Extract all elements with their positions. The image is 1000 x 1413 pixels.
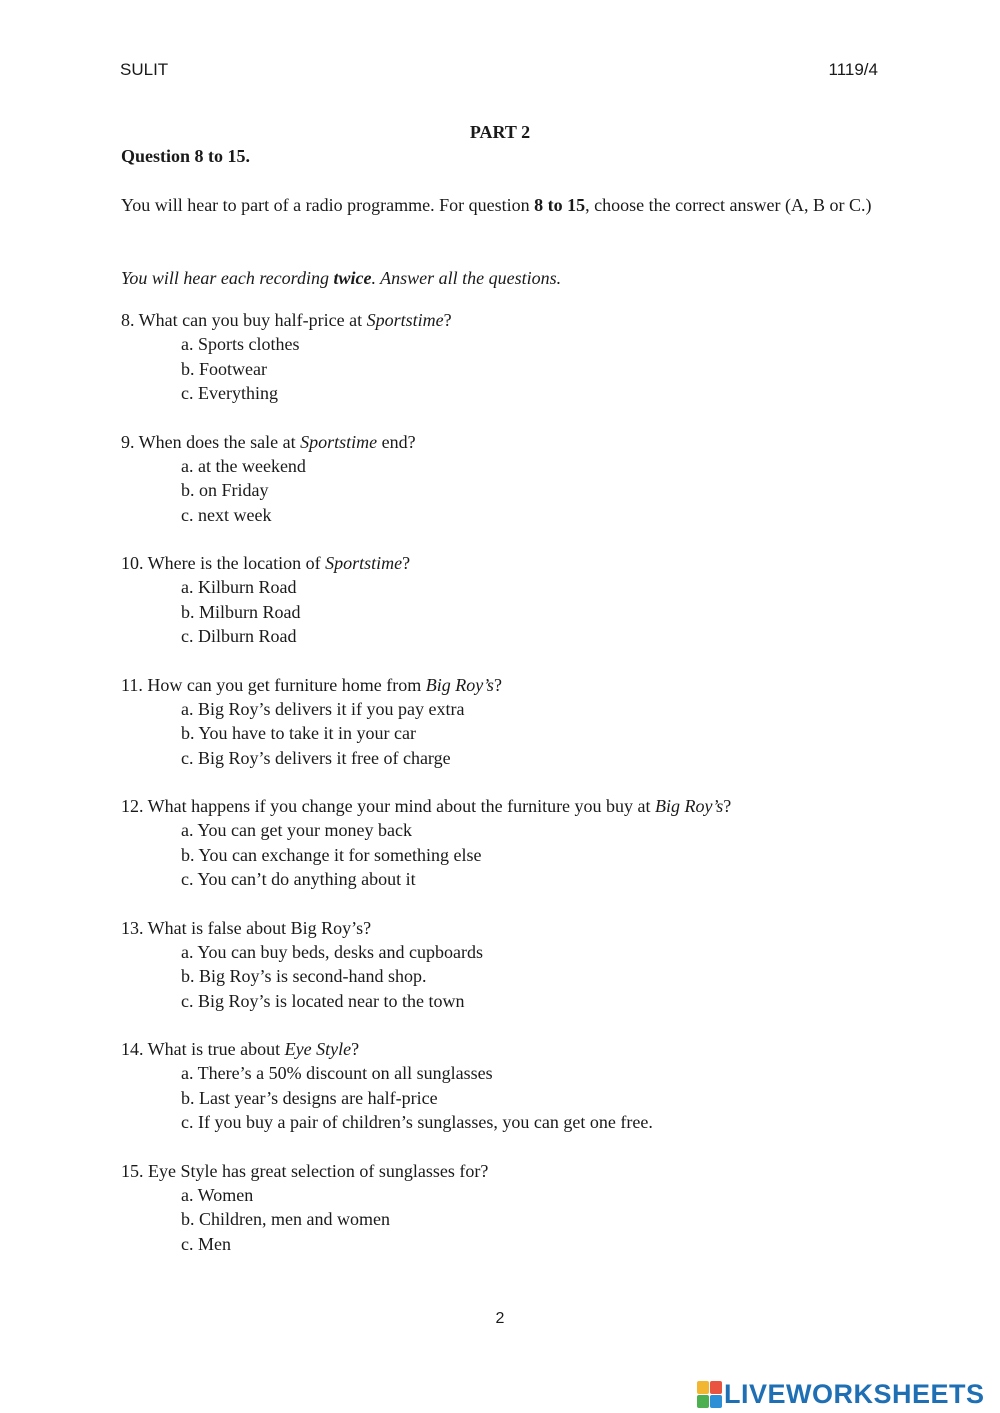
answer-option[interactable]: b. Footwear (181, 358, 267, 379)
question-text: 10. Where is the location of (121, 553, 326, 573)
instructions-range: 8 to 15 (534, 195, 586, 215)
answer-option[interactable]: c. Dilburn Road (181, 626, 297, 646)
question-text: 9. When does the sale at (121, 431, 301, 452)
logo-tile (710, 1381, 722, 1394)
answer-option[interactable]: c. Big Roy’s is located near to the town (181, 990, 465, 1011)
question-stem (121, 1159, 881, 1183)
answer-option[interactable]: b. Milburn Road (181, 601, 301, 622)
answer-option[interactable]: b. Big Roy’s is second-hand shop. (181, 966, 427, 986)
answer-option[interactable]: b. on Friday (181, 480, 269, 500)
question-text: 14. What is true about (121, 1039, 285, 1059)
answer-option[interactable]: a. Big Roy’s delivers it if you pay extra (181, 698, 465, 719)
answer-option[interactable]: b. You have to take it in your car (181, 723, 416, 743)
note-emphasis: twice (333, 268, 372, 288)
question-stem (121, 673, 881, 697)
question-item (121, 794, 881, 892)
question-list (121, 308, 881, 1280)
answer-option[interactable]: c. Men (181, 1233, 231, 1254)
question-business-name: Eye Style (284, 1039, 352, 1059)
question-text-end: end? (377, 431, 416, 452)
part-title: PART 2 (469, 122, 531, 142)
answer-option[interactable]: c. You can’t do anything about it (181, 869, 416, 889)
question-item (121, 1037, 881, 1135)
question-text: 8. What can you buy half-price at (121, 310, 367, 330)
header-classification: SULIT (120, 60, 169, 79)
question-business-name: Big Roy’s (425, 674, 494, 695)
answer-option[interactable]: c. Everything (181, 383, 278, 403)
listening-note (121, 266, 561, 290)
question-stem (121, 308, 881, 332)
liveworksheets-logo[interactable] (697, 1378, 985, 1410)
liveworksheets-icon (697, 1381, 721, 1407)
note-text: You will hear each recording (121, 268, 334, 288)
question-item (121, 673, 881, 771)
question-text: 11. How can you get furniture home from (121, 674, 426, 695)
question-range: Question 8 to 15. (121, 146, 251, 166)
question-stem (121, 551, 881, 575)
answer-option[interactable]: a. at the weekend (181, 455, 306, 476)
question-business-name: Sportstime (300, 431, 378, 452)
note-text-end: . Answer all the questions. (371, 268, 562, 288)
question-text-end: ? (351, 1039, 360, 1059)
question-business-name: Big Roy’s (655, 796, 724, 816)
answer-option[interactable]: c. Big Roy’s delivers it free of charge (181, 747, 451, 768)
answer-option[interactable]: a. Sports clothes (181, 334, 300, 354)
question-item (121, 430, 881, 528)
logo-tile (697, 1381, 709, 1394)
instructions-text-end: , choose the correct answer (A, B or C.) (585, 195, 872, 215)
question-stem (121, 916, 881, 940)
question-text-end: ? (402, 553, 411, 573)
instructions (121, 193, 881, 217)
answer-option[interactable]: b. Last year’s designs are half-price (181, 1087, 438, 1108)
question-stem (121, 1037, 881, 1061)
answer-option[interactable]: a. You can get your money back (181, 820, 412, 840)
question-business-name: Sportstime (366, 310, 444, 330)
answer-option[interactable]: c. If you buy a pair of children’s sunglasses, you can get one free. (181, 1112, 653, 1132)
logo-text: LIVEWORKSHEETS (724, 1378, 985, 1409)
question-item (121, 551, 881, 649)
question-stem (121, 430, 881, 454)
question-text: 15. Eye Style has great selection of sunglasses for? (121, 1160, 489, 1181)
logo-tile (710, 1395, 722, 1408)
page-number: 2 (495, 1310, 505, 1327)
answer-option[interactable]: a. Women (181, 1184, 254, 1205)
logo-tile (697, 1395, 709, 1408)
question-text-end: ? (443, 310, 452, 330)
answer-option[interactable]: a. There’s a 50% discount on all sunglasses (181, 1063, 493, 1083)
question-text: 12. What happens if you change your mind about the furniture you buy at (121, 796, 656, 816)
question-item (121, 308, 881, 406)
question-item (121, 1159, 881, 1257)
answer-option[interactable]: a. You can buy beds, desks and cupboards (181, 941, 483, 962)
answer-option[interactable]: a. Kilburn Road (181, 577, 297, 597)
header-paper-code: 1119/4 (828, 60, 878, 79)
answer-option[interactable]: b. Children, men and women (181, 1209, 390, 1229)
question-text: 13. What is false about Big Roy’s? (121, 917, 372, 938)
question-stem (121, 794, 881, 818)
question-text-end: ? (493, 674, 502, 695)
question-business-name: Sportstime (325, 553, 403, 573)
question-item (121, 916, 881, 1014)
answer-option[interactable]: b. You can exchange it for something else (181, 844, 482, 865)
answer-option[interactable]: c. next week (181, 504, 272, 525)
question-text-end: ? (723, 796, 732, 816)
instructions-text: You will hear to part of a radio programme. For question (121, 195, 535, 215)
